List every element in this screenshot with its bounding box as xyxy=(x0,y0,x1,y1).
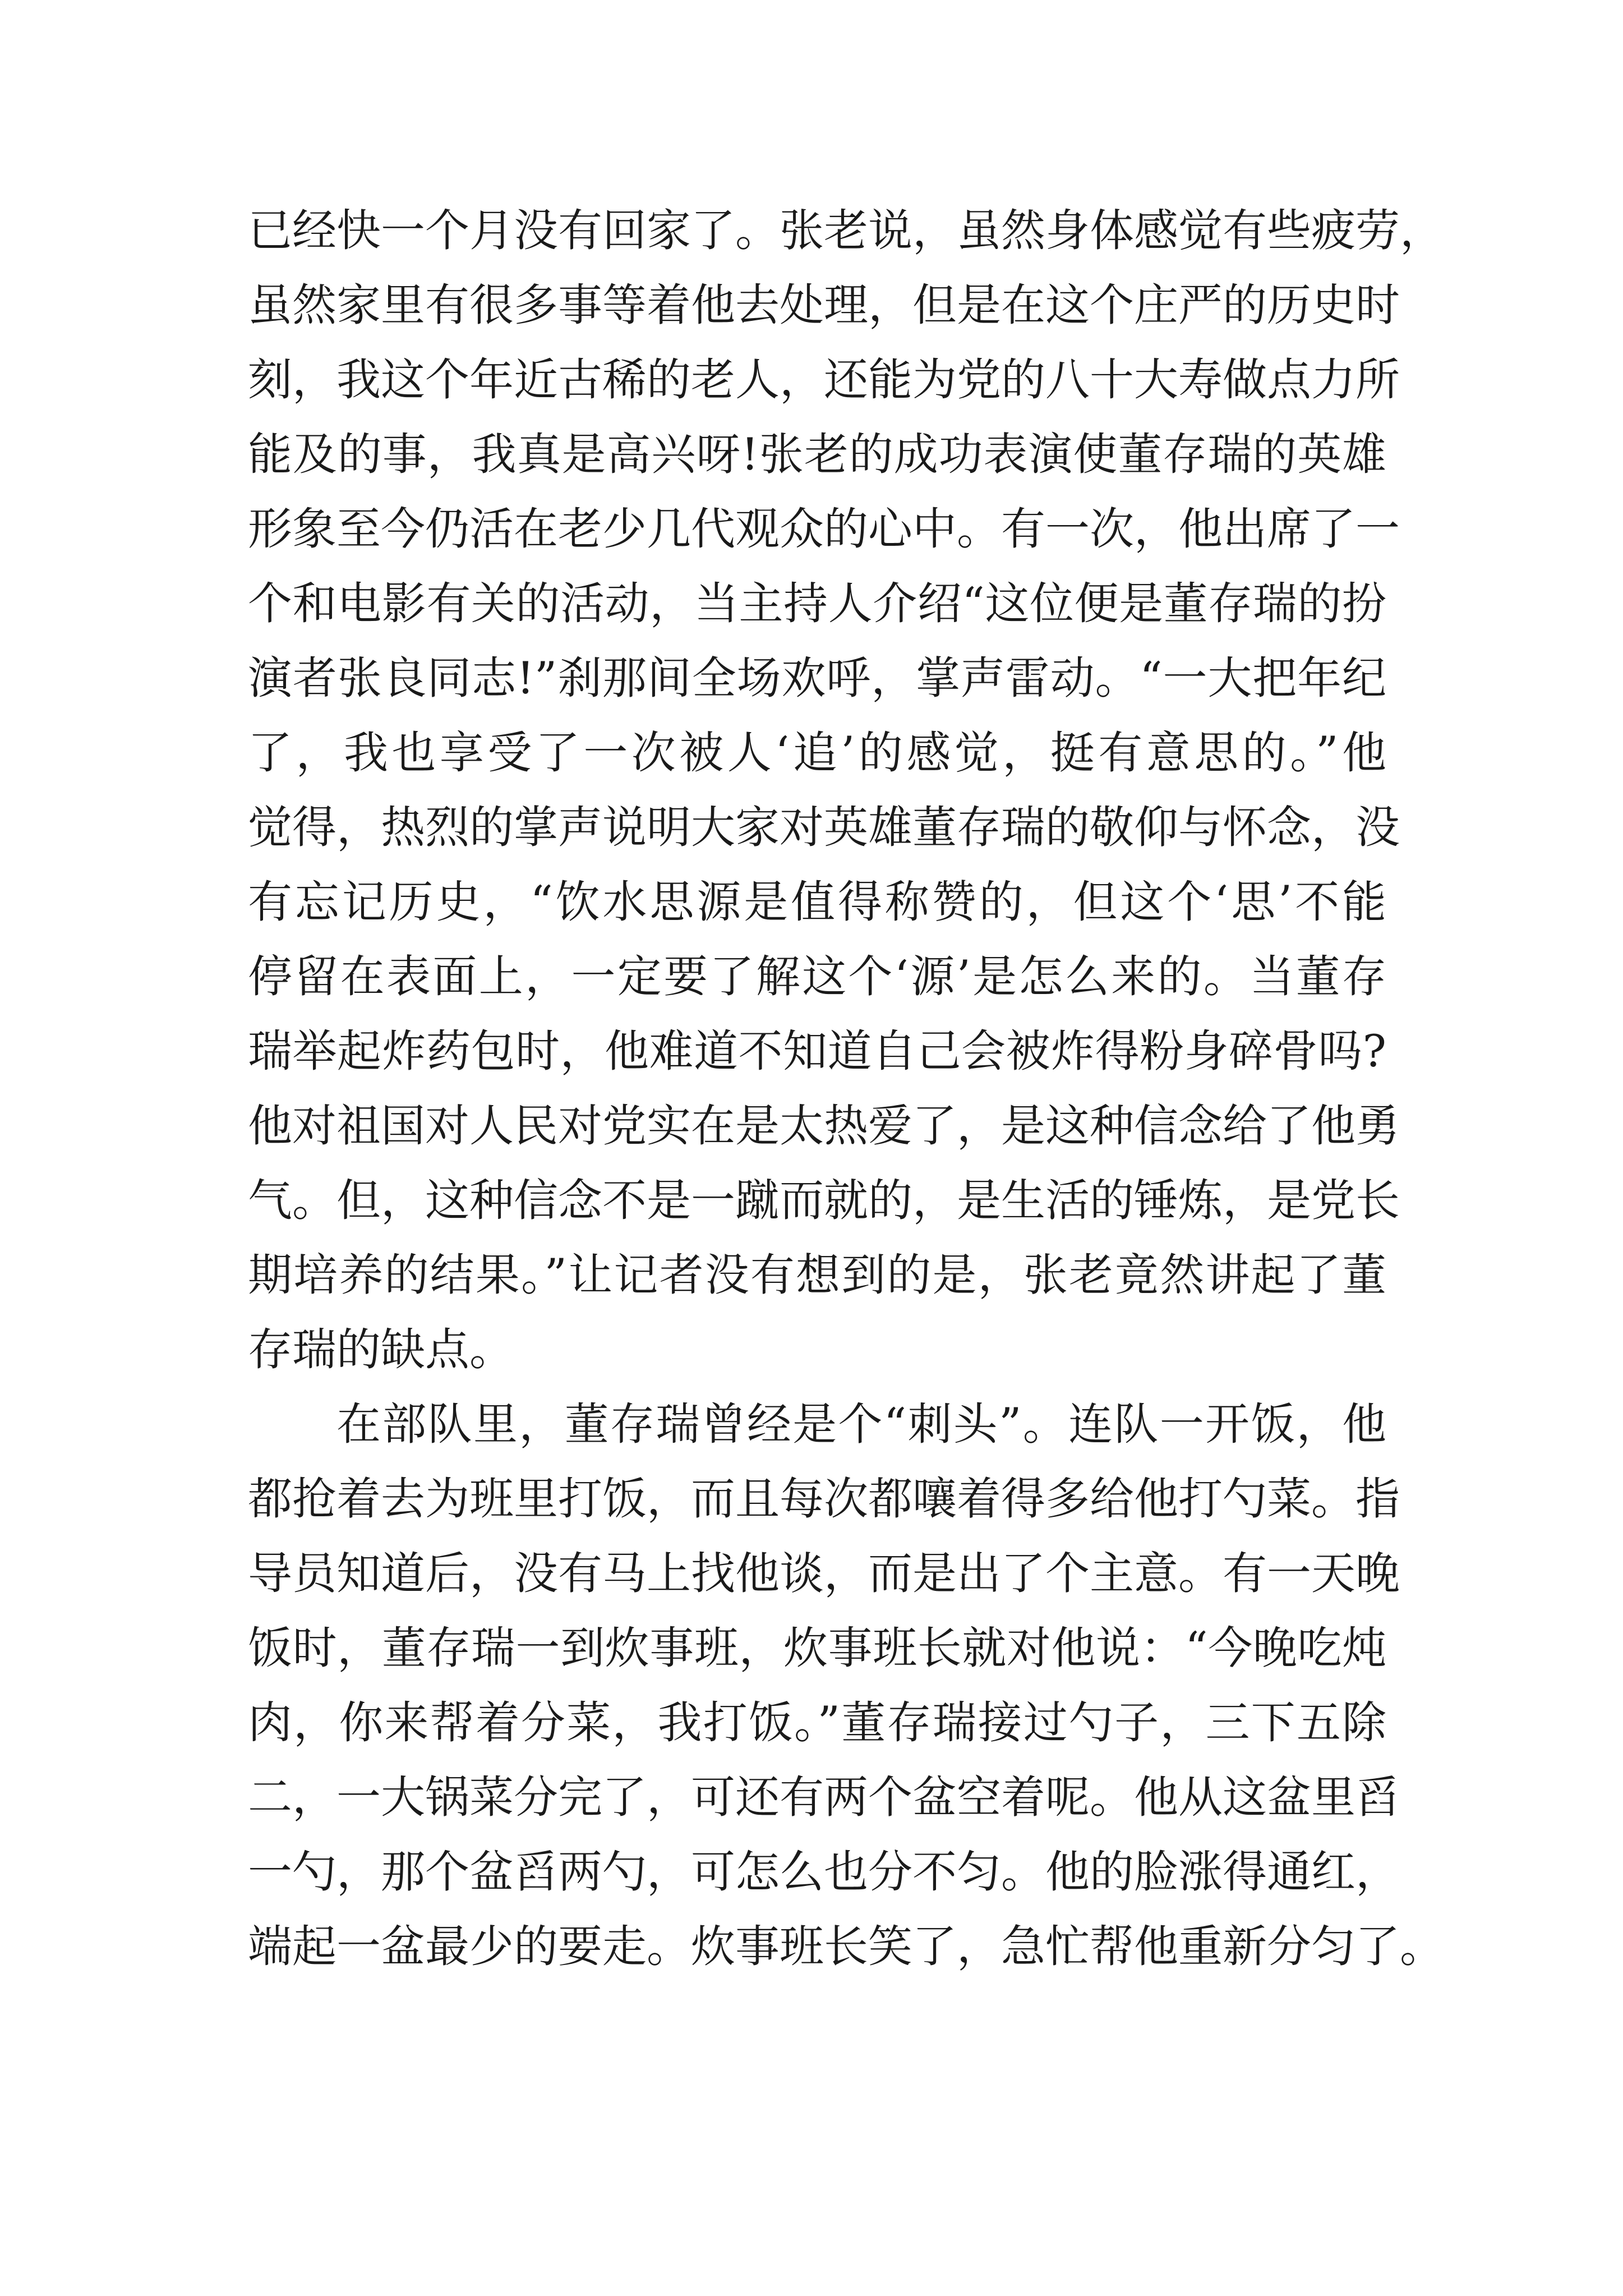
text-line: 了，我也享受了一次被人‘追’的感觉，挺有意思的。”他 xyxy=(248,727,1386,779)
text-line: 导员知道后，没有马上找他谈，而是出了个主意。有一天晚 xyxy=(248,1548,1400,1599)
paragraph-end-line: 存瑞的缺点。 xyxy=(248,1324,514,1375)
text-line: 演者张良同志!”刹那间全场欢呼，掌声雷动。“一大把年纪 xyxy=(248,652,1386,704)
body-text xyxy=(248,194,1444,1984)
paragraph-first-line: 在部队里，董存瑞曾经是个“刺头”。连队一开饭，他 xyxy=(336,1398,1386,1450)
text-line: 停留在表面上，一定要了解这个‘源’是怎么来的。当董存 xyxy=(248,951,1386,1002)
text-line: 形象至今仍活在老少几代观众的心中。有一次，他出席了一 xyxy=(248,503,1400,555)
text-line: 个和电影有关的活动，当主持人介绍“这位便是董存瑞的扮 xyxy=(248,578,1386,629)
text-line: 期培养的结果。”让记者没有想到的是，张老竟然讲起了董 xyxy=(248,1249,1386,1301)
text-line: 有忘记历史，“饮水思源是值得称赞的，但这个‘思’不能 xyxy=(248,876,1386,928)
text-line: 都抢着去为班里打饭，而且每次都嚷着得多给他打勺菜。指 xyxy=(248,1473,1400,1525)
text-line: 一勺，那个盆舀两勺，可怎么也分不匀。他的脸涨得通红， xyxy=(248,1846,1400,1898)
text-line: 能及的事，我真是高兴呀!张老的成功表演使董存瑞的英雄 xyxy=(248,429,1386,480)
text-line: 瑞举起炸药包时，他难道不知道自己会被炸得粉身碎骨吗? xyxy=(248,1025,1386,1077)
text-line: 他对祖国对人民对党实在是太热爱了，是这种信念给了他勇 xyxy=(248,1100,1400,1152)
text-line: 肉，你来帮着分菜，我打饭。”董存瑞接过勺子，三下五除 xyxy=(248,1697,1386,1749)
text-line: 已经快一个月没有回家了。张老说，虽然身体感觉有些疲劳， xyxy=(248,205,1444,256)
text-line: 二，一大锅菜分完了，可还有两个盆空着呢。他从这盆里舀 xyxy=(248,1772,1400,1823)
text-line: 虽然家里有很多事等着他去处理，但是在这个庄严的历史时 xyxy=(248,279,1400,331)
text-line: 刻，我这个年近古稀的老人，还能为党的八十大寿做点力所 xyxy=(248,354,1400,406)
text-line: 气。但，这种信念不是一蹴而就的，是生活的锤炼，是党长 xyxy=(248,1175,1400,1226)
text-line: 觉得，热烈的掌声说明大家对英雄董存瑞的敬仰与怀念，没 xyxy=(248,802,1400,853)
text-line: 端起一盆最少的要走。炊事班长笑了，急忙帮他重新分匀了。 xyxy=(248,1921,1444,1972)
text-line: 饭时，董存瑞一到炊事班，炊事班长就对他说：“今晚吃炖 xyxy=(248,1622,1386,1674)
